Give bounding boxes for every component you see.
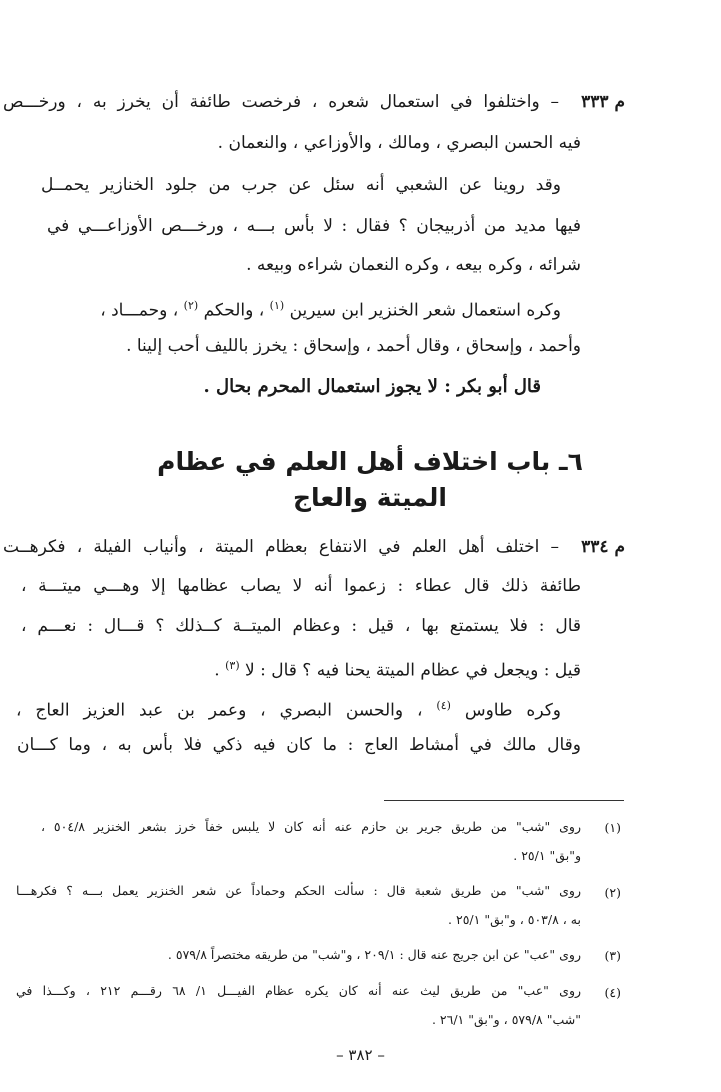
footnote-line: و"بق" ٢٥/١ .: [513, 848, 581, 863]
footnote-ref: (٢): [183, 299, 199, 312]
paragraph-marker: [581, 535, 625, 559]
footnote-line: روى "شب" من طريق شعبة قال : سألت الحكم وحماداً عن شعر الخنزير يعمل بـــه ؟ فكرهـــا: [16, 883, 581, 898]
paragraph-number: م ٣٣٣: [581, 92, 625, 112]
footnote-line: "شب" ٥٧٩/٨ ، و"بق" ٢٦/١ .: [431, 1012, 581, 1027]
text-fragment: وكره استعمال شعر الخنزير ابن سيرين: [289, 300, 561, 321]
text-line: وأحمد ، وإسحاق ، وقال أحمد ، وإسحاق : يخرز بالليف أحب إلينا .: [126, 336, 581, 356]
text-line: وقال مالك في أمشاط العاج : ما كان فيه ذكي فلا بأس به ، وما كـــان: [17, 735, 581, 755]
paragraph-number: م ٣٣٤: [581, 537, 625, 557]
footnote-number: (١): [604, 820, 621, 835]
footnote-line: به ، ٥٠٣/٨ ، و"بق" ٢٥/١ .: [448, 912, 581, 927]
text-line: – واختلفوا في استعمال شعره ، فرخصت طائفة أن يخرز به ، ورخـــص: [3, 92, 559, 112]
text-fragment: ، والحكم: [203, 300, 265, 321]
footnote-number: (٢): [604, 885, 621, 900]
footnote-number: (٣): [604, 948, 621, 963]
chapter-heading: ٦ـ باب اختلاف أهل العلم في عظام الميتة والعاج: [157, 447, 583, 512]
text-line: – اختلف أهل العلم في الانتفاع بعظام الميتة ، وأنياب الفيلة ، فكرهــت: [3, 537, 559, 557]
text-line: قال : فلا يستمتع بها ، قيل : وعظام الميتــة كــذلك ؟ قـــال : نعـــم ،: [21, 616, 581, 636]
text-line: فيه الحسن البصري ، ومالك ، والأوزاعي ، والنعمان .: [217, 133, 581, 153]
text-line: قال أبو بكر : لا يجوز استعمال المحرم بحال .: [203, 376, 541, 397]
text-line: [100, 294, 561, 323]
text-fragment: قيل : ويجعل في عظام الميتة يحنا فيه ؟ قال : لا: [245, 660, 581, 681]
page-number: – ٣٨٢ –: [336, 1046, 385, 1064]
text-line: وقد روينا عن الشعبي أنه سئل عن جرب من جلود الخنازير يحمــل: [41, 175, 561, 195]
footnote-ref: (٤): [436, 699, 451, 712]
text-line: [16, 694, 561, 723]
text-line: قيل : ويجعل في عظام الميتة يحنا فيه ؟ قال : لا $^{(٣)}$ .: [214, 659, 581, 681]
footnote-ref: (١): [269, 299, 285, 312]
paragraph-marker: [581, 90, 625, 114]
text-fragment: ، وحمـــاد ،: [100, 300, 179, 321]
text-line: فيها مديد من أذربيجان ؟ فقال : لا بأس بـــه ، ورخـــص الأوزاعـــي في: [47, 216, 581, 236]
footnote-line: روى "شب" من طريق جرير بن حازم عنه أنه كان لا يلبس خفاً خرز بشعر الخنزير ٥٠٤/٨ ،: [41, 819, 581, 834]
footnote-separator: [384, 800, 624, 801]
text-line: طائفة ذلك قال عطاء : زعموا أنه لا يصاب عظامها إلا وهـــي ميتـــة ،: [21, 576, 581, 596]
footnote-line: روى "عب" عن ابن جريج عنه قال : ٢٠٩/١ ، و"شب" من طريقه مختصراً ٥٧٩/٨ .: [167, 947, 581, 962]
footnote-number: (٤): [604, 985, 621, 1000]
text-fragment: وكره طاوس: [464, 700, 562, 721]
text-fragment: ، والحسن البصري ، وعمر بن عبد العزيز العاج ،: [16, 700, 423, 721]
footnote-line: روى "عب" من طريق ليث عنه أنه كان يكره عظام الفيـــل ١/ ٦٨ رقـــم ٢١٢ ، وكـــذا في: [16, 983, 582, 998]
footnote-ref: (٣): [225, 659, 240, 672]
text-line: شرائه ، وكره بيعه ، وكره النعمان شراءه وبيعه .: [246, 255, 581, 275]
